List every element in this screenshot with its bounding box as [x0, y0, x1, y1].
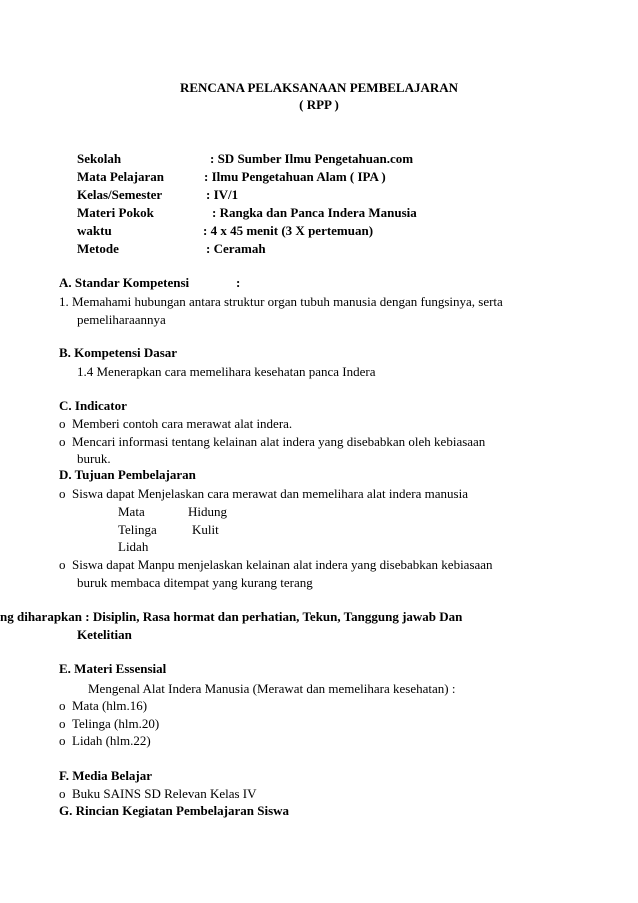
identity-label-metode: Metode — [77, 241, 119, 256]
organ-kulit: Kulit — [192, 522, 219, 537]
section-b-heading: B. Kompetensi Dasar — [59, 345, 178, 360]
section-f-item: o Buku SAINS SD Relevan Kelas IV — [59, 786, 257, 801]
document-subtitle: ( RPP ) — [299, 97, 339, 112]
character-line-1: ng diharapkan : Disiplin, Rasa hormat dan perhatian, Tekun, Tanggung jawab Dan — [0, 609, 463, 624]
identity-value-kelas-semester: : IV/1 — [206, 187, 239, 202]
section-d-heading: D. Tujuan Pembelajaran — [59, 467, 196, 482]
organ-hidung: Hidung — [188, 504, 227, 519]
section-b-item: 1.4 Menerapkan cara memelihara kesehatan panca Indera — [77, 364, 376, 379]
organ-mata: Mata — [118, 504, 145, 519]
identity-label-sekolah: Sekolah — [77, 151, 122, 166]
identity-value-waktu: : 4 x 45 menit (3 X pertemuan) — [203, 223, 374, 238]
section-f-heading: F. Media Belajar — [59, 768, 153, 783]
section-a-colon: : — [236, 275, 241, 290]
section-d-item-2: o Siswa dapat Manpu menjelaskan kelainan alat indera yang disebabkan kebiasaan — [59, 557, 493, 572]
section-g-heading: G. Rincian Kegiatan Pembelajaran Siswa — [59, 803, 290, 818]
identity-value-sekolah: : SD Sumber Ilmu Pengetahuan.com — [210, 151, 414, 166]
bullet-icon: o — [59, 557, 66, 572]
bullet-icon: o — [59, 786, 66, 801]
bullet-icon: o — [59, 416, 66, 431]
bullet-icon: o — [59, 698, 66, 713]
identity-label-materi-pokok: Materi Pokok — [77, 205, 154, 220]
document-title: RENCANA PELAKSANAAN PEMBELAJARAN — [179, 80, 459, 95]
section-c-item-1: o Memberi contoh cara merawat alat indera. — [59, 416, 293, 431]
identity-value-materi-pokok: : Rangka dan Panca Indera Manusia — [212, 205, 417, 220]
bullet-icon: o — [59, 486, 66, 501]
section-e-heading: E. Materi Essensial — [59, 661, 167, 676]
identity-value-mata-pelajaran: : Ilmu Pengetahuan Alam ( IPA ) — [204, 169, 386, 184]
section-c-heading: C. Indicator — [59, 398, 127, 413]
section-e-intro: Mengenal Alat Indera Manusia (Merawat dan memelihara kesehatan) : — [88, 681, 456, 696]
section-d-item-2-cont: buruk membaca ditempat yang kurang terang — [77, 575, 313, 590]
section-a-heading: A. Standar Kompetensi — [59, 275, 190, 290]
bullet-icon: o — [59, 733, 66, 748]
section-e-item-2: o Telinga (hlm.20) — [59, 716, 160, 731]
identity-label-kelas-semester: Kelas/Semester — [77, 187, 163, 202]
identity-label-waktu: waktu — [77, 223, 112, 238]
identity-value-metode: : Ceramah — [206, 241, 266, 256]
section-c-item-2: o Mencari informasi tentang kelainan alat indera yang disebabkan oleh kebiasaan — [59, 434, 486, 449]
character-line-2: Ketelitian — [77, 627, 132, 642]
organ-lidah: Lidah — [118, 539, 149, 554]
bullet-icon: o — [59, 716, 66, 731]
bullet-icon: o — [59, 434, 66, 449]
section-d-item-1: o Siswa dapat Menjelaskan cara merawat dan memelihara alat indera manusia — [59, 486, 468, 501]
section-a-line-1: 1. Memahami hubungan antara struktur organ tubuh manusia dengan fungsinya, serta — [59, 294, 503, 309]
section-e-item-1: o Mata (hlm.16) — [59, 698, 148, 713]
organ-telinga: Telinga — [118, 522, 157, 537]
section-e-item-3: o Lidah (hlm.22) — [59, 733, 151, 748]
section-c-item-2-cont: buruk. — [77, 451, 111, 466]
identity-label-mata-pelajaran: Mata Pelajaran — [77, 169, 165, 184]
section-a-line-2: pemeliharaannya — [77, 312, 166, 327]
